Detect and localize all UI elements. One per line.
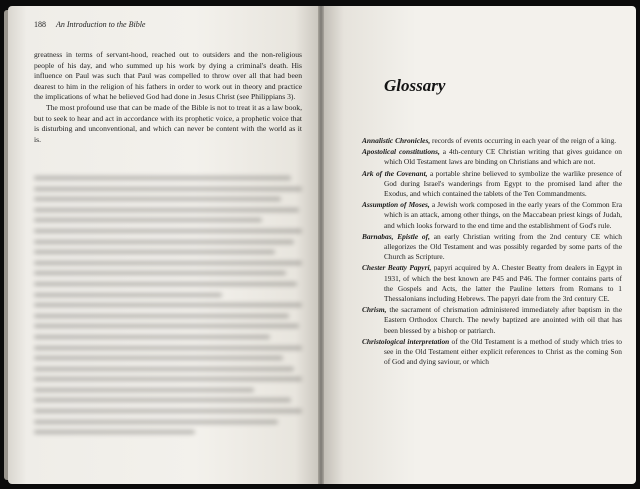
glossary-definition: of the Old Testament is a method of study which tries to see in the Old Testament either explicit references to Christ as the coming Son of God and dying saviour, or which xyxy=(384,336,622,367)
glossary-definition: a 4th-century CE Christian writing that gives guidance on which Old Testament laws are binding on Christians and which are not. xyxy=(384,147,622,167)
glossary-definition: papyri acquired by A. Chester Beatty from dealers in Egypt in 1931, of which the best known are P45 and P46. The former contains parts of the Gospels and Acts, the latter the Pauline letters from Romans to 1 Thessalonians including Hebrews. The papyri date from the 3rd century CE. xyxy=(384,263,622,304)
glossary-definition: an early Christian writing from the 2nd century CE which allegorizes the Old Testament and was possibly regarded by some parts of the Church as Scripture. xyxy=(384,231,622,262)
glossary-term: Chester Beatty Papyri, xyxy=(362,263,432,273)
glossary-list xyxy=(362,136,622,368)
right-page xyxy=(322,6,636,484)
glossary-entry xyxy=(362,147,622,167)
running-title: An Introduction to the Bible xyxy=(56,20,146,29)
glossary-term: Annalistic Chronicles, xyxy=(362,136,431,145)
glossary-entry xyxy=(362,305,622,336)
glossary-term: Barnabas, Epistle of, xyxy=(362,231,430,241)
glossary-entry xyxy=(362,232,622,263)
glossary-term: Ark of the Covenant, xyxy=(362,168,428,178)
glossary-definition: a Jewish work composed in the early years of the Common Era which is an attack, among other things, on the Maccabean priest kings of Judah, and which looks forward to the end time and the establishment of God's rule. xyxy=(384,200,622,230)
book-gutter xyxy=(318,6,324,484)
glossary-entry xyxy=(362,263,622,304)
glossary-term: Chrism, xyxy=(362,305,387,315)
glossary-entry xyxy=(362,169,622,200)
glossary-term: Christological interpretation xyxy=(362,336,450,346)
paragraph: The most profound use that can be made of the Bible is not to treat it as a law book, but to seek to hear and act in accordance with its prophetic voice, a prophetic voice that is disturbing and unconventional, and which can never be content with the world as it is. xyxy=(34,102,302,144)
running-head xyxy=(34,20,145,29)
glossary-definition: records of events occurring in each year of the reign of a king. xyxy=(430,136,617,145)
glossary-entry xyxy=(362,337,622,368)
left-page xyxy=(8,6,320,484)
glossary-entry xyxy=(362,136,622,146)
paragraph: greatness in terms of servant-hood, reached out to outsiders and the non-religious people of his day, and who summed up his work by dying a criminal's death. His influence on Paul was such that Paul was compelled to throw over all that had been dearest to him in the religion of his fathers in order to work out in theory and practice the implications of what he believed God had done in Jesus Christ (see Philippians 3). xyxy=(34,50,302,102)
open-book xyxy=(8,6,636,484)
body-text xyxy=(34,50,302,145)
glossary-term: Assumption of Moses, xyxy=(362,200,430,210)
glossary-heading: Glossary xyxy=(384,76,446,95)
glossary-definition: a portable shrine believed to symbolize the warlike presence of God during Israel's wanderings from Egypt to the promised land after the Exodus, and which contained the tablets of the Ten Commandments. xyxy=(384,168,622,199)
glossary-entry xyxy=(362,200,622,231)
page-number: 188 xyxy=(34,20,46,29)
glossary-term: Apostolical constitutions, xyxy=(362,147,440,157)
blurred-show-through xyxy=(34,176,302,466)
glossary-definition: the sacrament of chrismation administered immediately after baptism in the Eastern Orthodox Church. The newly baptized are anointed with oil that has been blessed by a bishop or patriarch. xyxy=(384,305,622,335)
